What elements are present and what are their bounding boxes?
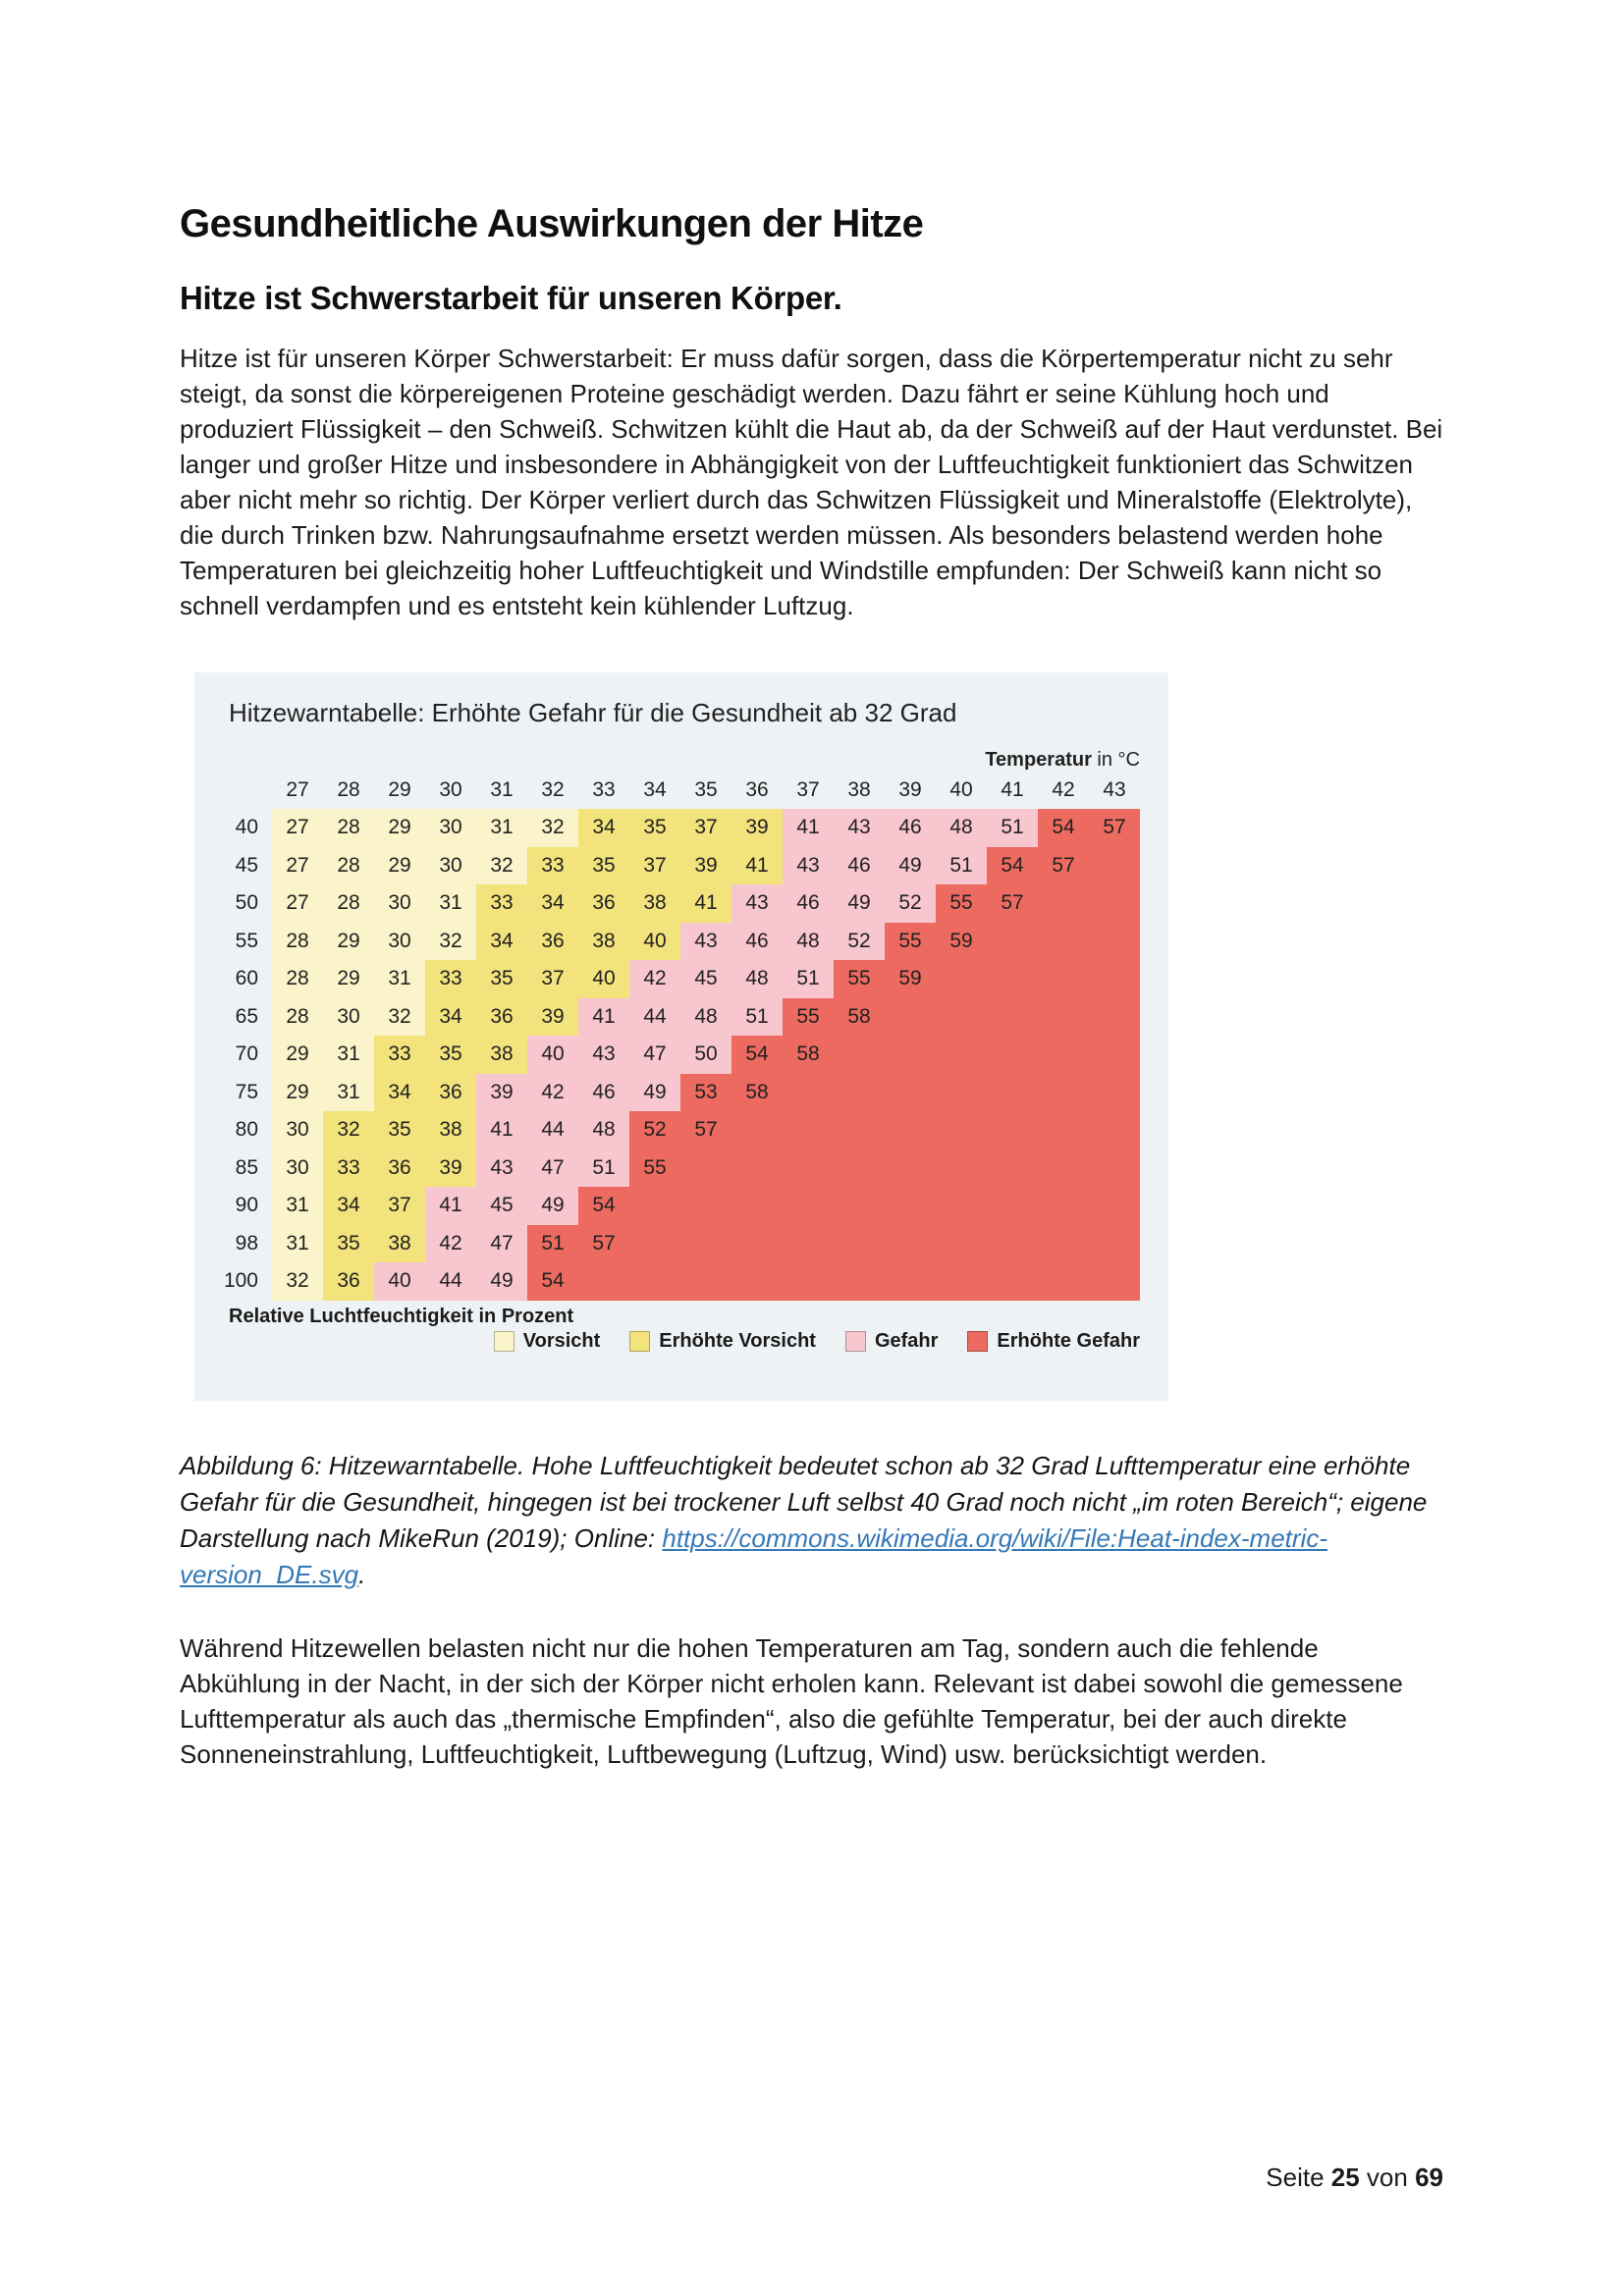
- heat-cell: 35: [374, 1111, 425, 1149]
- heat-cell: [885, 1149, 936, 1188]
- heat-cell: 34: [527, 884, 578, 923]
- heat-cell: [783, 1149, 834, 1188]
- heat-cell: [834, 1262, 885, 1301]
- heat-cell: 43: [578, 1036, 629, 1074]
- heat-cell: [1038, 1111, 1089, 1149]
- heat-cell: [1089, 998, 1140, 1037]
- row-label: 65: [235, 1004, 258, 1028]
- heat-cell: 33: [323, 1149, 374, 1188]
- heat-cell: 43: [731, 884, 783, 923]
- row-label: 60: [235, 967, 258, 989]
- heat-cell: 51: [731, 998, 783, 1037]
- heat-cell: 40: [527, 1036, 578, 1074]
- heat-cell: 37: [374, 1187, 425, 1225]
- heat-cell: 46: [731, 923, 783, 961]
- heat-cell: [987, 1149, 1038, 1188]
- heat-cell: 34: [374, 1074, 425, 1112]
- heat-cell: 55: [885, 923, 936, 961]
- row-label: 98: [235, 1231, 258, 1255]
- body-paragraph-1: Hitze ist für unseren Körper Schwerstarbeit: Er muss dafür sorgen, dass die Körpertemperatur nicht zu sehr steigt, da sonst die körpereigenen Proteine geschädigt werden. Dazu fährt er seine Kühlung hoch und produziert Flüssigkeit – den Schweiß. Schwitzen kühlt die Haut ab, da der Schweiß auf der Haut verdunstet. Bei langer und großer Hitze und insbesondere in Abhängigkeit von der Luftfeuchtigkeit funktioniert das Schwitzen aber nicht mehr so richtig. Der Körper verliert durch das Schwitzen Flüssigkeit und Mineralstoffe (Elektrolyte), die durch Trinken bzw. Nahrungsaufnahme ersetzt werden müssen. Als besonders belastend werden hohe Temperaturen bei gleichzeitig hoher Luftfeuchtigkeit und Windstille empfunden: Der Schweiß kann nicht so schnell verdampfen und es entsteht kein kühlender Luftzug.: [180, 344, 1443, 620]
- legend-swatch-vorsicht: [494, 1331, 514, 1352]
- heat-cell: 36: [323, 1262, 374, 1301]
- legend-item: [845, 1330, 938, 1353]
- heat-cell: 28: [323, 884, 374, 923]
- heat-cell: [1089, 1187, 1140, 1225]
- heat-cell: 41: [783, 809, 834, 847]
- heat-cell: 30: [374, 923, 425, 961]
- heat-cell: [1038, 1225, 1089, 1263]
- column-header: 33: [592, 778, 616, 801]
- heat-cell: 30: [374, 884, 425, 923]
- heat-cell: 49: [885, 847, 936, 885]
- heat-cell: [987, 1187, 1038, 1225]
- heat-cell: 29: [272, 1074, 323, 1112]
- heat-cell: 58: [834, 998, 885, 1037]
- footer-middle: von: [1359, 2163, 1416, 2192]
- column-header: 42: [1052, 778, 1075, 801]
- row-label: 50: [235, 891, 258, 914]
- legend-label: Vorsicht: [522, 1330, 601, 1352]
- heat-cell: [629, 1225, 680, 1263]
- heat-cell: [885, 1262, 936, 1301]
- figure-caption: [180, 1448, 1443, 1593]
- heat-cell: 47: [629, 1036, 680, 1074]
- heat-cell: 36: [374, 1149, 425, 1188]
- column-header: 38: [847, 778, 871, 801]
- footer-prefix: Seite: [1266, 2163, 1331, 2192]
- heat-cell: 33: [425, 960, 476, 998]
- heat-cell: 51: [936, 847, 987, 885]
- heat-cell: 30: [323, 998, 374, 1037]
- heat-cell: 32: [476, 847, 527, 885]
- heat-cell: 52: [834, 923, 885, 961]
- heat-cell: [731, 1187, 783, 1225]
- heat-cell: 34: [323, 1187, 374, 1225]
- heat-cell: 39: [680, 847, 731, 885]
- heat-cell: 54: [527, 1262, 578, 1301]
- heat-cell: 57: [578, 1225, 629, 1263]
- footer-total-pages: 69: [1415, 2163, 1443, 2192]
- temperature-axis-label-unit: in °C: [1091, 749, 1140, 771]
- heat-cell: 40: [629, 923, 680, 961]
- legend-item: [629, 1330, 816, 1353]
- heat-cell: 32: [323, 1111, 374, 1149]
- heat-cell: [834, 1111, 885, 1149]
- heat-cell: 57: [1089, 809, 1140, 847]
- heat-cell: 35: [425, 1036, 476, 1074]
- heat-cell: 45: [680, 960, 731, 998]
- column-header: 28: [337, 778, 360, 801]
- heat-cell: 27: [272, 847, 323, 885]
- heat-cell: [885, 1187, 936, 1225]
- heat-cell: 27: [272, 809, 323, 847]
- heat-cell: 33: [374, 1036, 425, 1074]
- heat-cell: 28: [272, 998, 323, 1037]
- heat-cell: 51: [987, 809, 1038, 847]
- heat-cell: 37: [680, 809, 731, 847]
- row-label: 80: [235, 1118, 258, 1141]
- column-header: 37: [796, 778, 820, 801]
- heat-cell: [885, 1225, 936, 1263]
- heat-cell: [1038, 1187, 1089, 1225]
- heat-cell: 32: [374, 998, 425, 1037]
- heat-cell: [1038, 998, 1089, 1037]
- grid-corner: [194, 774, 272, 809]
- legend-item: [494, 1330, 601, 1353]
- heat-cell: 36: [425, 1074, 476, 1112]
- heat-cell: [1038, 1074, 1089, 1112]
- heat-cell: 34: [476, 923, 527, 961]
- figure-caption-text: Abbildung 6: Hitzewarntabelle. Hohe Luftfeuchtigkeit bedeutet schon ab 32 Grad Lufttemperatur eine erhöhte Gefahr für die Gesundheit, hingegen ist bei trockener Luft selbst 40 Grad noch nicht „im roten Bereich“; eigene Darstellung nach MikeRun (2019); Online:: [180, 1451, 1428, 1553]
- heat-cell: [731, 1262, 783, 1301]
- column-header: 36: [745, 778, 769, 801]
- heat-cell: [936, 960, 987, 998]
- heat-cell: [987, 1111, 1038, 1149]
- heat-cell: 55: [629, 1149, 680, 1188]
- heat-cell: 31: [323, 1036, 374, 1074]
- heat-cell: 41: [680, 884, 731, 923]
- row-label: 55: [235, 929, 258, 952]
- heat-cell: 38: [578, 923, 629, 961]
- heat-cell: [987, 923, 1038, 961]
- heat-cell: 35: [323, 1225, 374, 1263]
- heat-cell: [987, 998, 1038, 1037]
- column-header: 43: [1103, 778, 1126, 801]
- column-header: 41: [1001, 778, 1024, 801]
- heat-cell: 44: [425, 1262, 476, 1301]
- heat-cell: 43: [680, 923, 731, 961]
- row-label: 40: [235, 816, 258, 838]
- heat-cell: [885, 1036, 936, 1074]
- heat-cell: 38: [374, 1225, 425, 1263]
- heat-cell: [680, 1149, 731, 1188]
- heat-cell: 48: [936, 809, 987, 847]
- column-header: 39: [898, 778, 922, 801]
- heat-cell: 58: [783, 1036, 834, 1074]
- column-header: 27: [286, 778, 309, 801]
- body-paragraph-2: Während Hitzewellen belasten nicht nur die hohen Temperaturen am Tag, sondern auch die fehlende Abkühlung in der Nacht, in der sich der Körper nicht erholen kann. Relevant ist dabei sowohl die gemessene Lufttemperatur als auch das „thermische Empfinden“, also die gefühlte Temperatur, bei der auch direkte Sonneneinstrahlung, Luftfeuchtigkeit, Luftbewegung (Luftzug, Wind) usw. berücksichtigt werden.: [180, 1633, 1403, 1769]
- heat-cell: 40: [578, 960, 629, 998]
- heat-cell: 39: [476, 1074, 527, 1112]
- heat-cell: 54: [1038, 809, 1089, 847]
- heat-cell: [629, 1262, 680, 1301]
- heat-cell: 31: [374, 960, 425, 998]
- heat-cell: 50: [680, 1036, 731, 1074]
- heat-cell: 43: [834, 809, 885, 847]
- heat-cell: [1038, 923, 1089, 961]
- heat-cell: [1089, 1074, 1140, 1112]
- humidity-axis-label: Relative Luchtfeuchtigkeit in Prozent: [229, 1306, 574, 1327]
- row-label: 90: [235, 1194, 258, 1216]
- heat-cell: [1089, 884, 1140, 923]
- heat-cell: 52: [885, 884, 936, 923]
- heat-cell: 46: [578, 1074, 629, 1112]
- heat-cell: 38: [629, 884, 680, 923]
- heat-cell: 57: [1038, 847, 1089, 885]
- heat-cell: [885, 998, 936, 1037]
- heat-cell: [987, 1225, 1038, 1263]
- heat-cell: 49: [834, 884, 885, 923]
- legend: [494, 1330, 1140, 1353]
- heat-cell: [1089, 923, 1140, 961]
- heat-cell: 27: [272, 884, 323, 923]
- legend-label: Erhöhte Vorsicht: [659, 1330, 816, 1352]
- section-heading: Hitze ist Schwerstarbeit für unseren Körper.: [180, 280, 842, 316]
- heat-cell: 55: [834, 960, 885, 998]
- heat-cell: [987, 960, 1038, 998]
- heat-cell: [783, 1262, 834, 1301]
- heat-cell: [885, 1111, 936, 1149]
- row-label: 85: [235, 1155, 258, 1179]
- heat-cell: 51: [578, 1149, 629, 1188]
- heat-cell: 48: [578, 1111, 629, 1149]
- heat-cell: 33: [527, 847, 578, 885]
- heat-cell: 31: [425, 884, 476, 923]
- heat-cell: 34: [425, 998, 476, 1037]
- heat-cell: 45: [476, 1187, 527, 1225]
- heat-cell: 32: [272, 1262, 323, 1301]
- heat-cell: [1038, 1036, 1089, 1074]
- heat-cell: [1038, 1262, 1089, 1301]
- heat-cell: [834, 1036, 885, 1074]
- figure-caption-period: .: [358, 1560, 366, 1589]
- legend-item: [967, 1330, 1140, 1353]
- heat-cell: 41: [578, 998, 629, 1037]
- heat-cell: 58: [731, 1074, 783, 1112]
- heat-cell: 30: [272, 1149, 323, 1188]
- heat-cell: [834, 1149, 885, 1188]
- heat-cell: [680, 1262, 731, 1301]
- heat-cell: 57: [987, 884, 1038, 923]
- heat-cell: 43: [783, 847, 834, 885]
- heat-cell: [680, 1187, 731, 1225]
- heat-cell: [936, 998, 987, 1037]
- heat-cell: 42: [527, 1074, 578, 1112]
- heat-cell: 59: [885, 960, 936, 998]
- heat-cell: 31: [272, 1187, 323, 1225]
- heat-cell: [1089, 1149, 1140, 1188]
- heat-cell: [936, 1225, 987, 1263]
- heat-cell: 29: [323, 960, 374, 998]
- column-header: 32: [541, 778, 565, 801]
- heat-cell: 29: [272, 1036, 323, 1074]
- column-header: 35: [694, 778, 718, 801]
- heat-cell: 41: [731, 847, 783, 885]
- heat-cell: 53: [680, 1074, 731, 1112]
- heat-cell: 28: [272, 923, 323, 961]
- heat-cell: [578, 1262, 629, 1301]
- heat-cell: [731, 1149, 783, 1188]
- heat-cell: 48: [783, 923, 834, 961]
- heat-cell: [1038, 1149, 1089, 1188]
- wikimedia-link[interactable]: https://commons.wikimedia.org/wiki/File:Heat-index-metric-version_DE.svg: [180, 1523, 1327, 1589]
- heat-cell: 29: [323, 923, 374, 961]
- footer-page-number: 25: [1330, 2163, 1360, 2192]
- page-footer: [1266, 2163, 1443, 2193]
- column-header: 40: [949, 778, 973, 801]
- heat-cell: 44: [629, 998, 680, 1037]
- heat-cell: [1089, 1225, 1140, 1263]
- column-header: 31: [490, 778, 514, 801]
- heat-cell: 29: [374, 847, 425, 885]
- temperature-axis-label-bold: Temperatur: [985, 749, 1092, 771]
- heat-cell: [987, 1074, 1038, 1112]
- heat-cell: 55: [936, 884, 987, 923]
- column-header: 34: [643, 778, 667, 801]
- legend-swatch-erh-hte-vorsicht: [629, 1331, 650, 1352]
- heat-cell: 41: [476, 1111, 527, 1149]
- heat-cell: 36: [578, 884, 629, 923]
- row-label: 100: [223, 1269, 258, 1292]
- heat-cell: 38: [476, 1036, 527, 1074]
- heat-cell: 41: [425, 1187, 476, 1225]
- heat-table-figure: [194, 672, 1168, 1401]
- heat-cell: [936, 1187, 987, 1225]
- heat-cell: [1089, 847, 1140, 885]
- heat-cell: 49: [527, 1187, 578, 1225]
- heat-cell: 28: [272, 960, 323, 998]
- heat-cell: 39: [425, 1149, 476, 1188]
- heat-cell: 51: [783, 960, 834, 998]
- heat-cell: 43: [476, 1149, 527, 1188]
- heat-cell: 42: [425, 1225, 476, 1263]
- legend-label: Gefahr: [874, 1330, 939, 1352]
- heat-cell: 46: [834, 847, 885, 885]
- heat-cell: [936, 1149, 987, 1188]
- heat-cell: [1089, 960, 1140, 998]
- heat-cell: 46: [783, 884, 834, 923]
- heat-cell: 36: [476, 998, 527, 1037]
- heat-cell: 32: [527, 809, 578, 847]
- legend-label: Erhöhte Gefahr: [997, 1330, 1140, 1352]
- row-label: 70: [235, 1042, 258, 1065]
- heat-cell: 36: [527, 923, 578, 961]
- heat-cell: [834, 1225, 885, 1263]
- heat-cell: 32: [425, 923, 476, 961]
- heat-cell: [783, 1187, 834, 1225]
- column-header: 30: [439, 778, 462, 801]
- heat-cell: 59: [936, 923, 987, 961]
- heat-cell: [783, 1225, 834, 1263]
- heat-cell: 39: [527, 998, 578, 1037]
- heat-cell: 39: [731, 809, 783, 847]
- heat-cell: 54: [578, 1187, 629, 1225]
- heat-grid: [194, 774, 1140, 1301]
- heat-cell: [834, 1074, 885, 1112]
- heat-cell: 31: [323, 1074, 374, 1112]
- heat-cell: [783, 1074, 834, 1112]
- legend-swatch-gefahr: [845, 1331, 866, 1352]
- heat-cell: [1089, 1111, 1140, 1149]
- page-title: Gesundheitliche Auswirkungen der Hitze: [180, 202, 924, 245]
- row-label: 75: [235, 1080, 258, 1103]
- heat-cell: 47: [476, 1225, 527, 1263]
- heat-cell: 46: [885, 809, 936, 847]
- heat-cell: [936, 1074, 987, 1112]
- heat-cell: 54: [987, 847, 1038, 885]
- heat-cell: 30: [272, 1111, 323, 1149]
- heat-cell: [783, 1111, 834, 1149]
- heat-cell: 37: [629, 847, 680, 885]
- heat-cell: 28: [323, 847, 374, 885]
- heat-cell: [1089, 1262, 1140, 1301]
- heat-cell: 55: [783, 998, 834, 1037]
- heat-cell: 49: [476, 1262, 527, 1301]
- heat-cell: 48: [680, 998, 731, 1037]
- heat-cell: [936, 1036, 987, 1074]
- heat-cell: 52: [629, 1111, 680, 1149]
- heat-cell: 29: [374, 809, 425, 847]
- heat-cell: 47: [527, 1149, 578, 1188]
- heat-cell: 37: [527, 960, 578, 998]
- legend-swatch-erh-hte-gefahr: [967, 1331, 988, 1352]
- heat-cell: 31: [272, 1225, 323, 1263]
- heat-cell: 33: [476, 884, 527, 923]
- heat-cell: [987, 1036, 1038, 1074]
- heat-cell: [629, 1187, 680, 1225]
- heat-cell: [987, 1262, 1038, 1301]
- heat-cell: 51: [527, 1225, 578, 1263]
- heat-cell: 35: [629, 809, 680, 847]
- heat-cell: 38: [425, 1111, 476, 1149]
- heat-cell: [731, 1225, 783, 1263]
- heat-cell: [936, 1262, 987, 1301]
- heat-cell: [885, 1074, 936, 1112]
- row-label: 45: [235, 853, 258, 877]
- heat-cell: [1089, 1036, 1140, 1074]
- heat-cell: 44: [527, 1111, 578, 1149]
- heat-cell: 31: [476, 809, 527, 847]
- heat-cell: 57: [680, 1111, 731, 1149]
- heat-cell: 30: [425, 809, 476, 847]
- heat-cell: 30: [425, 847, 476, 885]
- heat-cell: [1038, 884, 1089, 923]
- heat-cell: 28: [323, 809, 374, 847]
- heat-cell: 35: [476, 960, 527, 998]
- heat-cell: 34: [578, 809, 629, 847]
- column-header: 29: [388, 778, 411, 801]
- heat-cell: 54: [731, 1036, 783, 1074]
- heat-cell: 42: [629, 960, 680, 998]
- figure-title: Hitzewarntabelle: Erhöhte Gefahr für die Gesundheit ab 32 Grad: [229, 698, 957, 727]
- heat-cell: [1038, 960, 1089, 998]
- heat-cell: 49: [629, 1074, 680, 1112]
- heat-cell: 35: [578, 847, 629, 885]
- heat-cell: [680, 1225, 731, 1263]
- heat-cell: [936, 1111, 987, 1149]
- heat-cell: 48: [731, 960, 783, 998]
- heat-cell: [834, 1187, 885, 1225]
- temperature-axis-label: [985, 749, 1140, 772]
- heat-cell: 40: [374, 1262, 425, 1301]
- heat-cell: [731, 1111, 783, 1149]
